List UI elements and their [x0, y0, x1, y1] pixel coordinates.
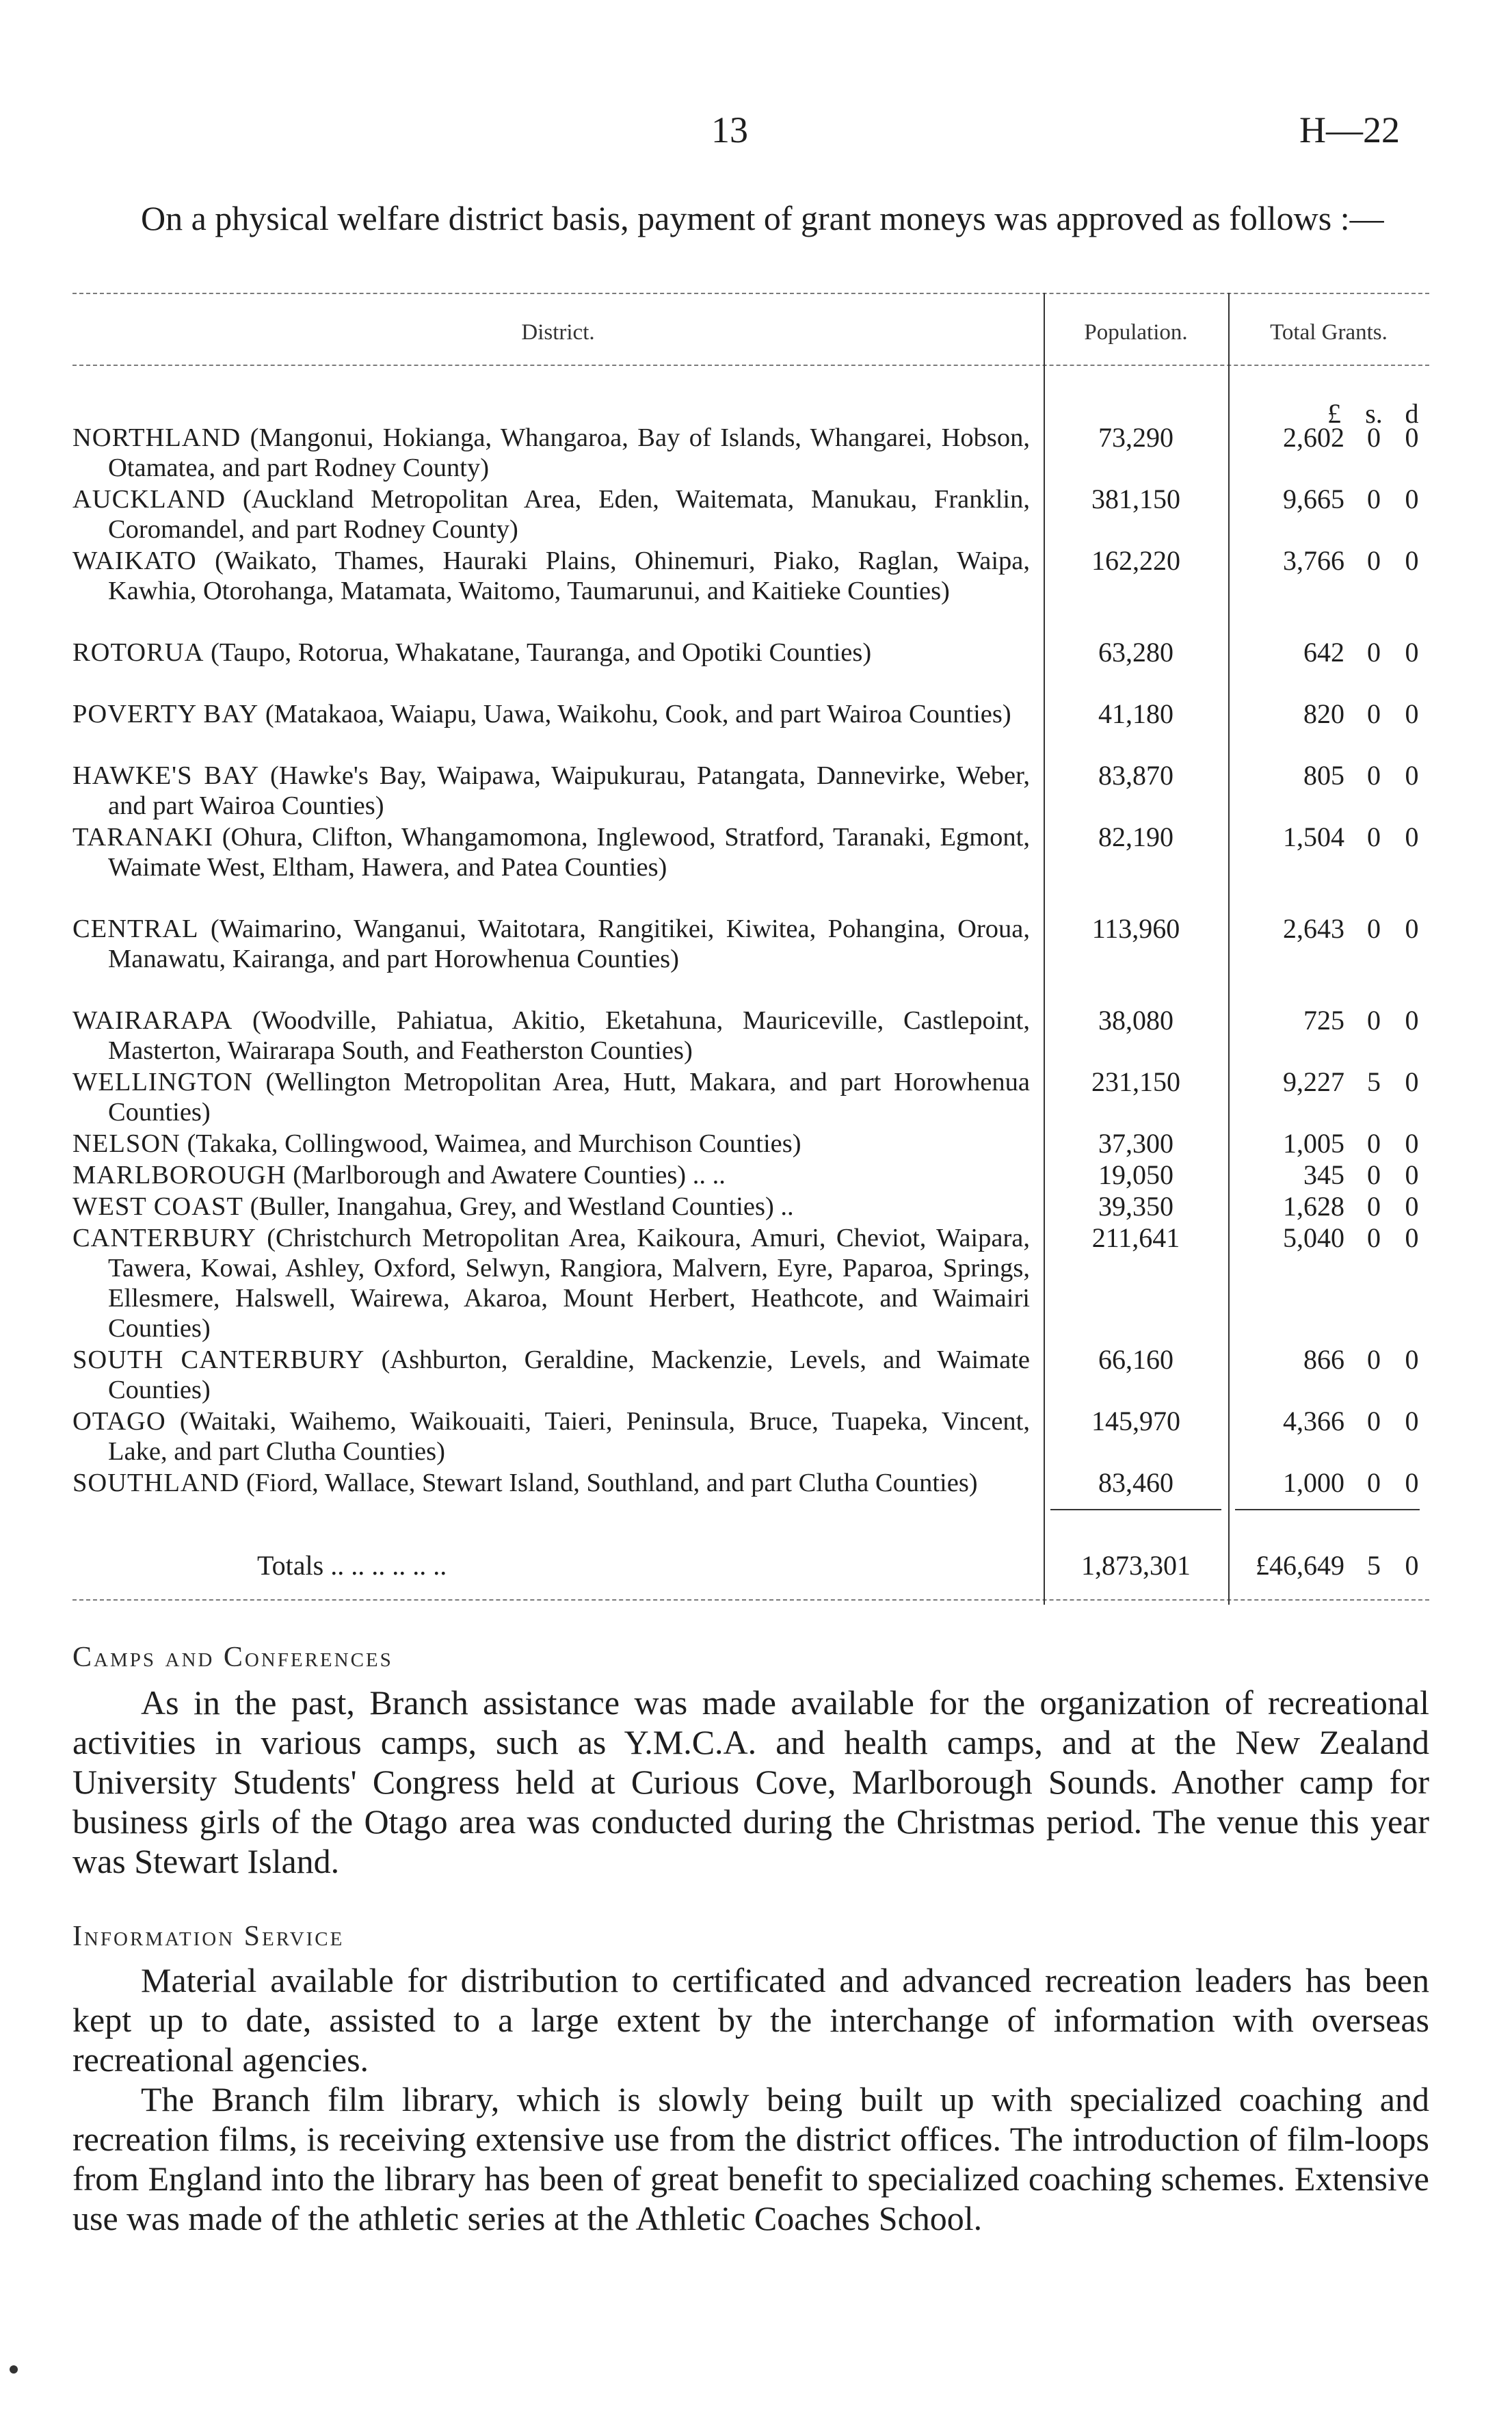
grant-pounds-cell: 4,366 [1283, 1406, 1344, 1436]
table-header-rule [72, 365, 1429, 366]
grant-pence-cell: 0 [1405, 1222, 1419, 1253]
column-header-district: District. [521, 320, 595, 345]
grant-pence-cell: 0 [1405, 1066, 1419, 1097]
grant-shillings-cell: 0 [1367, 822, 1381, 852]
totals-shillings: 5 [1367, 1550, 1381, 1581]
population-cell: 83,460 [1098, 1467, 1173, 1498]
grant-pounds-cell: 9,227 [1283, 1066, 1344, 1097]
unit-shillings: s. [1365, 398, 1383, 429]
grant-pence-cell: 0 [1405, 637, 1419, 668]
district-cell [72, 1223, 1030, 1343]
column-divider-grants [1228, 293, 1230, 1605]
population-cell: 38,080 [1098, 1005, 1173, 1036]
district-name: OTAGO [72, 1407, 166, 1436]
district-detail: (Waikato, Thames, Hauraki Plains, Ohinemuri, Piako, Raglan, Waipa, Kawhia, Otorohanga, Matamata, Waitomo, Taumarunui, and Kaitieke Counties) [108, 547, 1030, 605]
population-cell: 66,160 [1098, 1344, 1173, 1375]
district-detail: (Waimarino, Wanganui, Waitotara, Rangitikei, Kiwitea, Pohangina, Oroua, Manawatu, Kairanga, and part Horowhenua Counties) [108, 915, 1030, 973]
grant-pounds-cell: 642 [1303, 637, 1344, 668]
district-cell [72, 1345, 1030, 1405]
district-detail: (Hawke's Bay, Waipawa, Waipukurau, Patangata, Dannevirke, Weber, and part Wairoa Counties) [108, 761, 1030, 820]
grant-shillings-cell: 5 [1367, 1066, 1381, 1097]
population-cell: 231,150 [1091, 1066, 1180, 1097]
population-cell: 113,960 [1091, 913, 1180, 944]
unit-pounds: £ [1327, 398, 1341, 429]
district-cell [72, 484, 1030, 544]
grant-pounds-cell: 805 [1303, 760, 1344, 791]
grant-pounds-cell: 2,643 [1283, 913, 1344, 944]
paragraph-information-2: The Branch film library, which is slowly being built up with specialized coaching and recreation films, is receiving extensive use from the district offices. The introduction of film-loops from England into the library has been of great benefit to specialized coaching schemes. Extensive use was made of the athletic series at the Athletic Coaches School. [72, 2080, 1429, 2237]
grant-shillings-cell: 0 [1367, 1128, 1381, 1159]
grant-pence-cell: 0 [1405, 1467, 1419, 1498]
grant-pounds-cell: 345 [1303, 1159, 1344, 1190]
population-cell: 19,050 [1098, 1159, 1173, 1190]
district-name: NORTHLAND [72, 423, 241, 452]
column-header-population: Population. [1084, 320, 1188, 345]
grant-pence-cell: 0 [1405, 1406, 1419, 1436]
grant-pence-cell: 0 [1405, 913, 1419, 944]
district-cell [72, 638, 1030, 668]
district-cell [72, 1160, 1030, 1190]
district-name: SOUTH CANTERBURY [72, 1345, 365, 1374]
grant-pounds-cell: 1,628 [1283, 1191, 1344, 1222]
grant-shillings-cell: 0 [1367, 698, 1381, 729]
district-cell [72, 1406, 1030, 1467]
district-cell [72, 546, 1030, 606]
grant-shillings-cell: 0 [1367, 1222, 1381, 1253]
totals-pounds: £46,649 [1256, 1550, 1344, 1581]
district-name: AUCKLAND [72, 485, 226, 514]
district-name: HAWKE'S BAY [72, 761, 260, 790]
district-name: CENTRAL [72, 915, 199, 943]
grant-pence-cell: 0 [1405, 1005, 1419, 1036]
grant-pence-cell: 0 [1405, 822, 1419, 852]
grant-shillings-cell: 0 [1367, 760, 1381, 791]
grant-shillings-cell: 0 [1367, 545, 1381, 576]
district-name: ROTORUA [72, 638, 204, 667]
unit-pence: d [1405, 398, 1419, 429]
population-cell: 145,970 [1091, 1406, 1180, 1436]
heading-camps: Camps and Conferences [72, 1642, 393, 1673]
district-detail: (Fiord, Wallace, Stewart Island, Southland, and part Clutha Counties) [239, 1469, 978, 1497]
district-detail: (Marlborough and Awatere Counties) .. .. [286, 1161, 726, 1190]
margin-dot [10, 2365, 18, 2374]
grant-pounds-cell: 2,602 [1283, 422, 1344, 453]
grant-shillings-cell: 0 [1367, 1191, 1381, 1222]
district-name: NELSON [72, 1129, 181, 1158]
grant-pounds-cell: 9,665 [1283, 484, 1344, 514]
population-cell: 73,290 [1098, 422, 1173, 453]
district-cell [72, 1129, 1030, 1159]
grant-pence-cell: 0 [1405, 422, 1419, 453]
population-cell: 211,641 [1091, 1222, 1180, 1253]
district-detail: (Ohura, Clifton, Whangamomona, Inglewood, Stratford, Taranaki, Egmont, Waimate West, Eltham, Hawera, and Patea Counties) [108, 823, 1030, 882]
table-bottom-rule [72, 1599, 1429, 1601]
population-cell: 162,220 [1091, 545, 1180, 576]
district-name: WELLINGTON [72, 1068, 253, 1096]
district-detail: (Buller, Inangahua, Grey, and Westland Counties) .. [243, 1192, 794, 1221]
district-cell [72, 761, 1030, 821]
totals-label: Totals .. .. .. .. .. .. [257, 1550, 447, 1581]
district-name: TARANAKI [72, 823, 213, 852]
district-name: MARLBOROUGH [72, 1161, 287, 1190]
grant-pence-cell: 0 [1405, 1344, 1419, 1375]
grant-shillings-cell: 0 [1367, 422, 1381, 453]
district-detail: (Wellington Metropolitan Area, Hutt, Makara, and part Horowhenua Counties) [108, 1068, 1030, 1127]
grant-shillings-cell: 0 [1367, 1467, 1381, 1498]
page-number: 13 [711, 109, 748, 150]
heading-information: Information Service [72, 1921, 345, 1952]
column-header-grants: Total Grants. [1270, 320, 1388, 345]
population-cell: 41,180 [1098, 698, 1173, 729]
district-name: POVERTY BAY [72, 700, 259, 728]
grant-shillings-cell: 0 [1367, 1005, 1381, 1036]
grants-table [72, 293, 1429, 1605]
grant-pence-cell: 0 [1405, 1159, 1419, 1190]
population-cell: 39,350 [1098, 1191, 1173, 1222]
district-cell [72, 1006, 1030, 1066]
grant-pence-cell: 0 [1405, 1191, 1419, 1222]
grant-pence-cell: 0 [1405, 698, 1419, 729]
population-cell: 83,870 [1098, 760, 1173, 791]
intro-paragraph: On a physical welfare district basis, payment of grant moneys was approved as follows :— [141, 199, 1384, 237]
district-cell [72, 423, 1030, 483]
district-cell [72, 914, 1030, 974]
district-detail: (Matakaoa, Waiapu, Uawa, Waikohu, Cook, and part Wairoa Counties) [258, 700, 1011, 728]
district-name: CANTERBURY [72, 1224, 256, 1252]
table-top-rule [72, 293, 1429, 294]
district-name: WEST COAST [72, 1192, 243, 1221]
totals-pence: 0 [1405, 1550, 1419, 1581]
grant-pounds-cell: 1,005 [1283, 1128, 1344, 1159]
district-cell [72, 822, 1030, 882]
document-reference: H—22 [1299, 109, 1400, 150]
district-detail: (Waitaki, Waihemo, Waikouaiti, Taieri, Peninsula, Bruce, Tuapeka, Vincent, Lake, and part Clutha Counties) [108, 1407, 1030, 1466]
population-sum-rule [1050, 1509, 1221, 1510]
grant-shillings-cell: 0 [1367, 637, 1381, 668]
paragraph-camps: As in the past, Branch assistance was made available for the organization of recreational activities in various camps, such as Y.M.C.A. and health camps, and at the New Zealand University Students' Congress held at Curious Cove, Marlborough Sounds. Another camp for business girls of the Otago area was conducted during the Christmas period. The venue this year was Stewart Island. [72, 1683, 1429, 1880]
district-detail: (Ashburton, Geraldine, Mackenzie, Levels, and Waimate Counties) [108, 1345, 1030, 1404]
district-detail: (Auckland Metropolitan Area, Eden, Waitemata, Manukau, Franklin, Coromandel, and part Rodney County) [108, 485, 1030, 544]
grant-pounds-cell: 5,040 [1283, 1222, 1344, 1253]
grant-shillings-cell: 0 [1367, 1159, 1381, 1190]
population-cell: 381,150 [1091, 484, 1180, 514]
population-cell: 37,300 [1098, 1128, 1173, 1159]
grant-pence-cell: 0 [1405, 545, 1419, 576]
grant-pounds-cell: 866 [1303, 1344, 1344, 1375]
column-divider-population [1044, 293, 1045, 1605]
grant-shillings-cell: 0 [1367, 913, 1381, 944]
grants-sum-rule [1235, 1509, 1420, 1510]
district-name: SOUTHLAND [72, 1469, 240, 1497]
district-name: WAIRARAPA [72, 1006, 233, 1035]
grant-shillings-cell: 0 [1367, 1406, 1381, 1436]
grant-pence-cell: 0 [1405, 484, 1419, 514]
population-cell: 82,190 [1098, 822, 1173, 852]
paragraph-information-1: Material available for distribution to certificated and advanced recreation leaders has been kept up to date, assisted to a large extent by the interchange of information with overseas recreational agencies. [72, 1961, 1429, 2079]
district-cell [72, 699, 1030, 729]
district-name: WAIKATO [72, 547, 197, 575]
district-detail: (Takaka, Collingwood, Waimea, and Murchison Counties) [180, 1129, 801, 1158]
grant-shillings-cell: 0 [1367, 484, 1381, 514]
district-cell [72, 1192, 1030, 1222]
district-detail: (Mangonui, Hokianga, Whangaroa, Bay of Islands, Whangarei, Hobson, Otamatea, and part Rodney County) [108, 423, 1030, 482]
grant-pounds-cell: 1,000 [1283, 1467, 1344, 1498]
totals-population: 1,873,301 [1081, 1550, 1191, 1581]
grant-pounds-cell: 1,504 [1283, 822, 1344, 852]
district-cell [72, 1067, 1030, 1127]
grant-pounds-cell: 820 [1303, 698, 1344, 729]
grant-pounds-cell: 3,766 [1283, 545, 1344, 576]
grant-pence-cell: 0 [1405, 760, 1419, 791]
district-cell [72, 1468, 1030, 1498]
district-detail: (Taupo, Rotorua, Whakatane, Tauranga, and Opotiki Counties) [204, 638, 872, 667]
grant-shillings-cell: 0 [1367, 1344, 1381, 1375]
grant-pence-cell: 0 [1405, 1128, 1419, 1159]
population-cell: 63,280 [1098, 637, 1173, 668]
district-detail: (Woodville, Pahiatua, Akitio, Eketahuna, Mauriceville, Castlepoint, Masterton, Wairarapa South, and Featherston Counties) [108, 1006, 1030, 1065]
district-detail: (Christchurch Metropolitan Area, Kaikoura, Amuri, Cheviot, Waipara, Tawera, Kowai, Ashley, Oxford, Selwyn, Rangiora, Malvern, Eyre, Paparoa, Springs, Ellesmere, Halswell, Wairewa, Akaroa, Mount Herbert, Heathcote, and Waimairi Counties) [108, 1224, 1030, 1343]
grant-pounds-cell: 725 [1303, 1005, 1344, 1036]
